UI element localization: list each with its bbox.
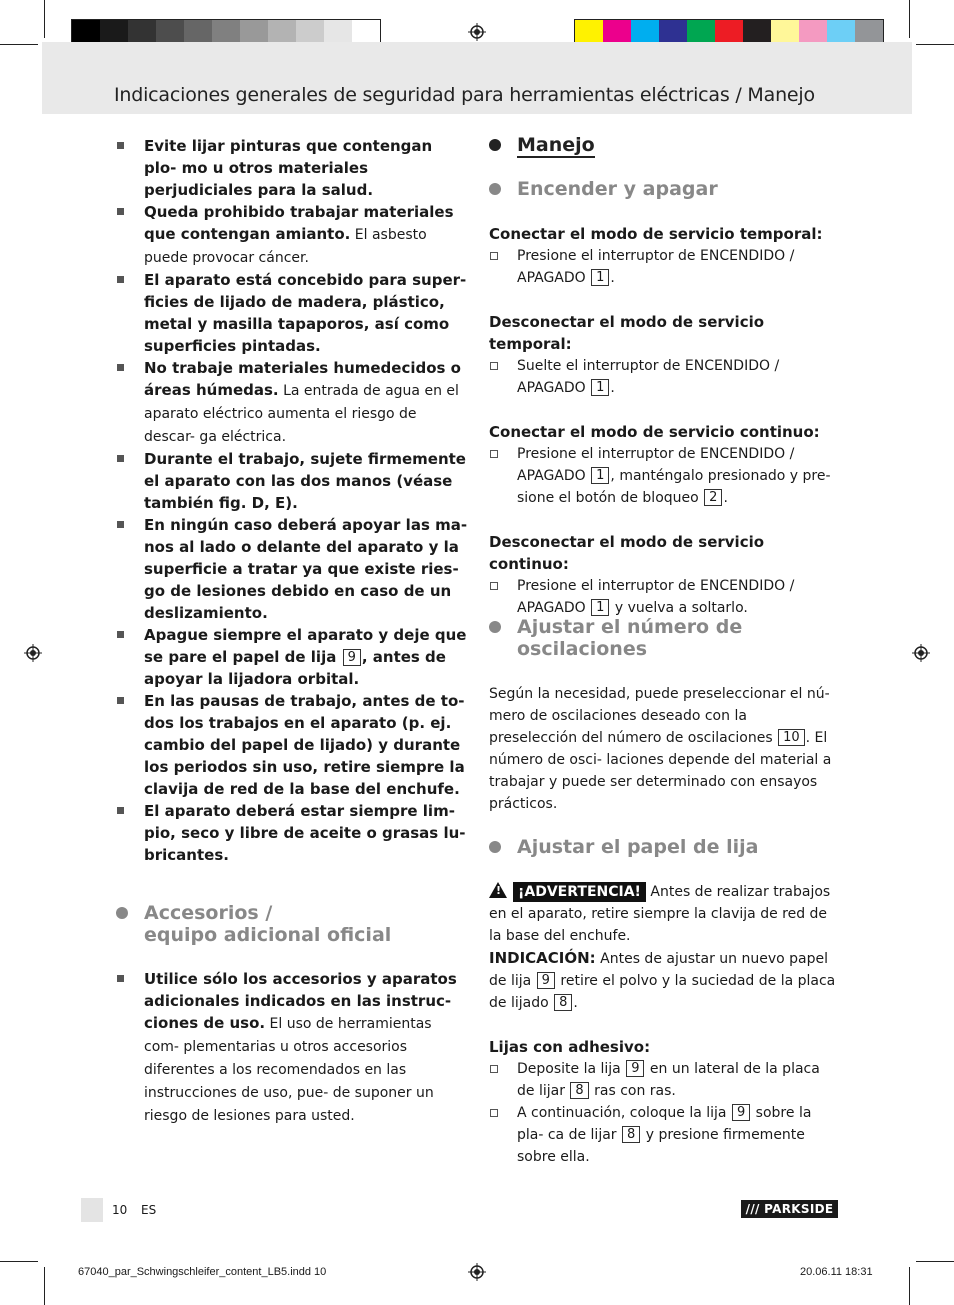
crop-mark (916, 44, 954, 45)
part-number: 8 (622, 1126, 640, 1143)
note-paragraph: INDICACIÓN: Antes de ajustar un nuevo papel de lija 9 retire el polvo y la suciedad de la placa de lijado 8 . (489, 949, 836, 1011)
color-swatch (156, 20, 184, 44)
file-slug: 67040_par_Schwingschleifer_content_LB5.indd 10 (78, 1266, 327, 1278)
warning-paragraph: ! ¡ADVERTENCIA! Antes de realizar trabajos en el aparato, retire siempre la clavija de red de la base del enchufe. (489, 884, 831, 944)
crop-mark (0, 1261, 38, 1262)
color-swatch (324, 20, 352, 44)
part-number: 1 (591, 379, 609, 396)
color-swatch (603, 20, 631, 44)
page-number: 10 (112, 1203, 128, 1217)
list-item: El aparato deberá estar siempre lim- pio, seco y libre de aceite o grasas lu- bricantes. (116, 800, 468, 866)
part-number: 9 (626, 1060, 644, 1077)
oscillations-heading: Ajustar el número de oscilaciones (517, 616, 742, 660)
page-number-box (81, 1198, 103, 1222)
color-swatch (631, 20, 659, 44)
brand-logo: /// PARKSIDE (741, 1200, 838, 1218)
color-swatch (296, 20, 324, 44)
square-bullet-icon (117, 455, 124, 462)
square-bullet-icon (117, 807, 124, 814)
part-number: 8 (570, 1082, 588, 1099)
square-bullet-icon (117, 208, 124, 215)
section-dot-icon (489, 139, 501, 151)
color-swatch (212, 20, 240, 44)
list-item: Deposite la lija 9 en un lateral de la placa de lijar 8 ras con ras. (489, 1058, 841, 1102)
color-swatch (184, 20, 212, 44)
sandpaper-heading: Ajustar el papel de lija (517, 836, 758, 858)
part-number: 9 (732, 1104, 750, 1121)
registration-mark-icon (468, 1263, 486, 1281)
left-column (116, 135, 468, 866)
color-swatch (128, 20, 156, 44)
color-swatch (268, 20, 296, 44)
color-swatch (799, 20, 827, 44)
encender-heading: Encender y apagar (517, 178, 718, 200)
square-bullet-icon (117, 697, 124, 704)
list-item: Utilice sólo los accesorios y aparatos adicionales indicados en las instruc- ciones de uso. El uso de herramientas com- plementarias u otros accesorios diferentes a los recomendados en las instrucciones de uso, pue- de suponer un riesgo de lesiones para usted. (116, 968, 468, 1127)
part-number: 1 (591, 269, 609, 286)
section-dot-icon (489, 621, 501, 633)
part-number: 10 (778, 729, 805, 746)
subheading: Desconectar el modo de servicio temporal: (489, 313, 765, 353)
checkbox-bullet-icon (490, 1109, 498, 1117)
registration-mark-icon (24, 644, 42, 662)
warning-label: ¡ADVERTENCIA! (513, 882, 646, 902)
registration-mark-icon (912, 644, 930, 662)
subheading: Desconectar el modo de servicio continuo: (489, 533, 765, 573)
color-swatch (659, 20, 687, 44)
color-swatch (743, 20, 771, 44)
date-slug: 20.06.11 18:31 (800, 1266, 873, 1278)
square-bullet-icon (117, 521, 124, 528)
color-swatch (72, 20, 100, 44)
color-swatch (827, 20, 855, 44)
square-bullet-icon (117, 631, 124, 638)
subheading: Lijas con adhesivo: (489, 1038, 651, 1056)
checkbox-bullet-icon (490, 252, 498, 260)
language-code: ES (141, 1203, 157, 1217)
list-item: El aparato está concebido para super- ficies de lijado de madera, plástico, metal y masilla tapaporos, así como superficies pintadas. (116, 269, 468, 357)
crop-mark (44, 0, 45, 38)
right-column-switch (489, 223, 841, 619)
crop-mark (916, 1261, 954, 1262)
crop-mark (909, 1267, 910, 1305)
manejo-heading: Manejo (517, 134, 595, 156)
accessories-heading: Accesorios / equipo adicional oficial (144, 902, 391, 946)
square-bullet-icon (117, 276, 124, 283)
list-item: A continuación, coloque la lija 9 sobre la pla- ca de lijar 8 y presione firmemente sobre ella. (489, 1102, 841, 1168)
checkbox-bullet-icon (490, 1065, 498, 1073)
list-item: Evite lijar pinturas que contengan plo- mo u otros materiales perjudiciales para la salud. (116, 135, 468, 201)
checkbox-bullet-icon (490, 362, 498, 370)
page-title: Indicaciones generales de seguridad para herramientas eléctricas / Manejo (114, 84, 815, 106)
list-item: Apague siempre el aparato y deje que se pare el papel de lija 9 , antes de apoyar la lijadora orbital. (116, 624, 468, 690)
color-swatch (687, 20, 715, 44)
part-number: 9 (343, 649, 361, 666)
part-number: 1 (591, 467, 609, 484)
part-number: 1 (591, 599, 609, 616)
list-item: En ningún caso deberá apoyar las ma- nos al lado o delante del aparato y la superficie a tratar ya que existe ries- go de lesiones debido en caso de un deslizamiento. (116, 514, 468, 624)
list-item: Presione el interruptor de ENCENDIDO / APAGADO 1 y vuelva a soltarlo. (489, 575, 841, 619)
square-bullet-icon (117, 142, 124, 149)
sandpaper-text (489, 881, 841, 1168)
left-column-accessories (116, 968, 468, 1127)
list-item: No trabaje materiales humedecidos o áreas húmedas. La entrada de agua en el aparato eléctrico aumenta el riesgo de descar- ga eléctrica. (116, 357, 468, 448)
color-swatch (100, 20, 128, 44)
list-item: Suelte el interruptor de ENCENDIDO / APAGADO 1 . (489, 355, 841, 399)
checkbox-bullet-icon (490, 450, 498, 458)
section-dot-icon (489, 183, 501, 195)
color-swatch (240, 20, 268, 44)
section-dot-icon (489, 841, 501, 853)
color-swatch (715, 20, 743, 44)
list-item: Queda prohibido trabajar materiales que contengan amianto. El asbesto puede provocar cáncer. (116, 201, 468, 269)
registration-mark-icon (468, 23, 486, 41)
section-dot-icon (116, 907, 128, 919)
list-item: Presione el interruptor de ENCENDIDO / APAGADO 1 , manténgalo presionado y pre- sione el botón de bloqueo 2 . (489, 443, 841, 509)
color-swatch (855, 20, 883, 44)
part-number: 2 (704, 489, 722, 506)
color-swatch (575, 20, 603, 44)
crop-mark (0, 44, 38, 45)
part-number: 8 (554, 994, 572, 1011)
square-bullet-icon (117, 364, 124, 371)
list-item: Durante el trabajo, sujete firmemente el aparato con las dos manos (véase también fig. D, E). (116, 448, 468, 514)
crop-mark (909, 0, 910, 38)
subheading: Conectar el modo de servicio temporal: (489, 225, 823, 243)
checkbox-bullet-icon (490, 582, 498, 590)
color-swatch (771, 20, 799, 44)
list-item: En las pausas de trabajo, antes de to- dos los trabajos en el aparato (p. ej. cambio del papel de lijado) y durante los periodos sin uso, retire siempre la clavija de red de la base del enchufe. (116, 690, 468, 800)
warning-triangle-icon: ! (489, 882, 507, 898)
crop-mark (44, 1267, 45, 1305)
list-item: Presione el interruptor de ENCENDIDO / APAGADO 1 . (489, 245, 841, 289)
subheading: Conectar el modo de servicio continuo: (489, 423, 820, 441)
square-bullet-icon (117, 975, 124, 982)
color-swatch (352, 20, 380, 44)
oscillations-text: Según la necesidad, puede preseleccionar el nú- mero de oscilaciones deseado con la preselección del número de oscilaciones 10 . El número de osci- laciones depende del material a trabajar y puede ser determinado con ensayos prácticos. (489, 686, 832, 812)
part-number: 9 (537, 972, 555, 989)
